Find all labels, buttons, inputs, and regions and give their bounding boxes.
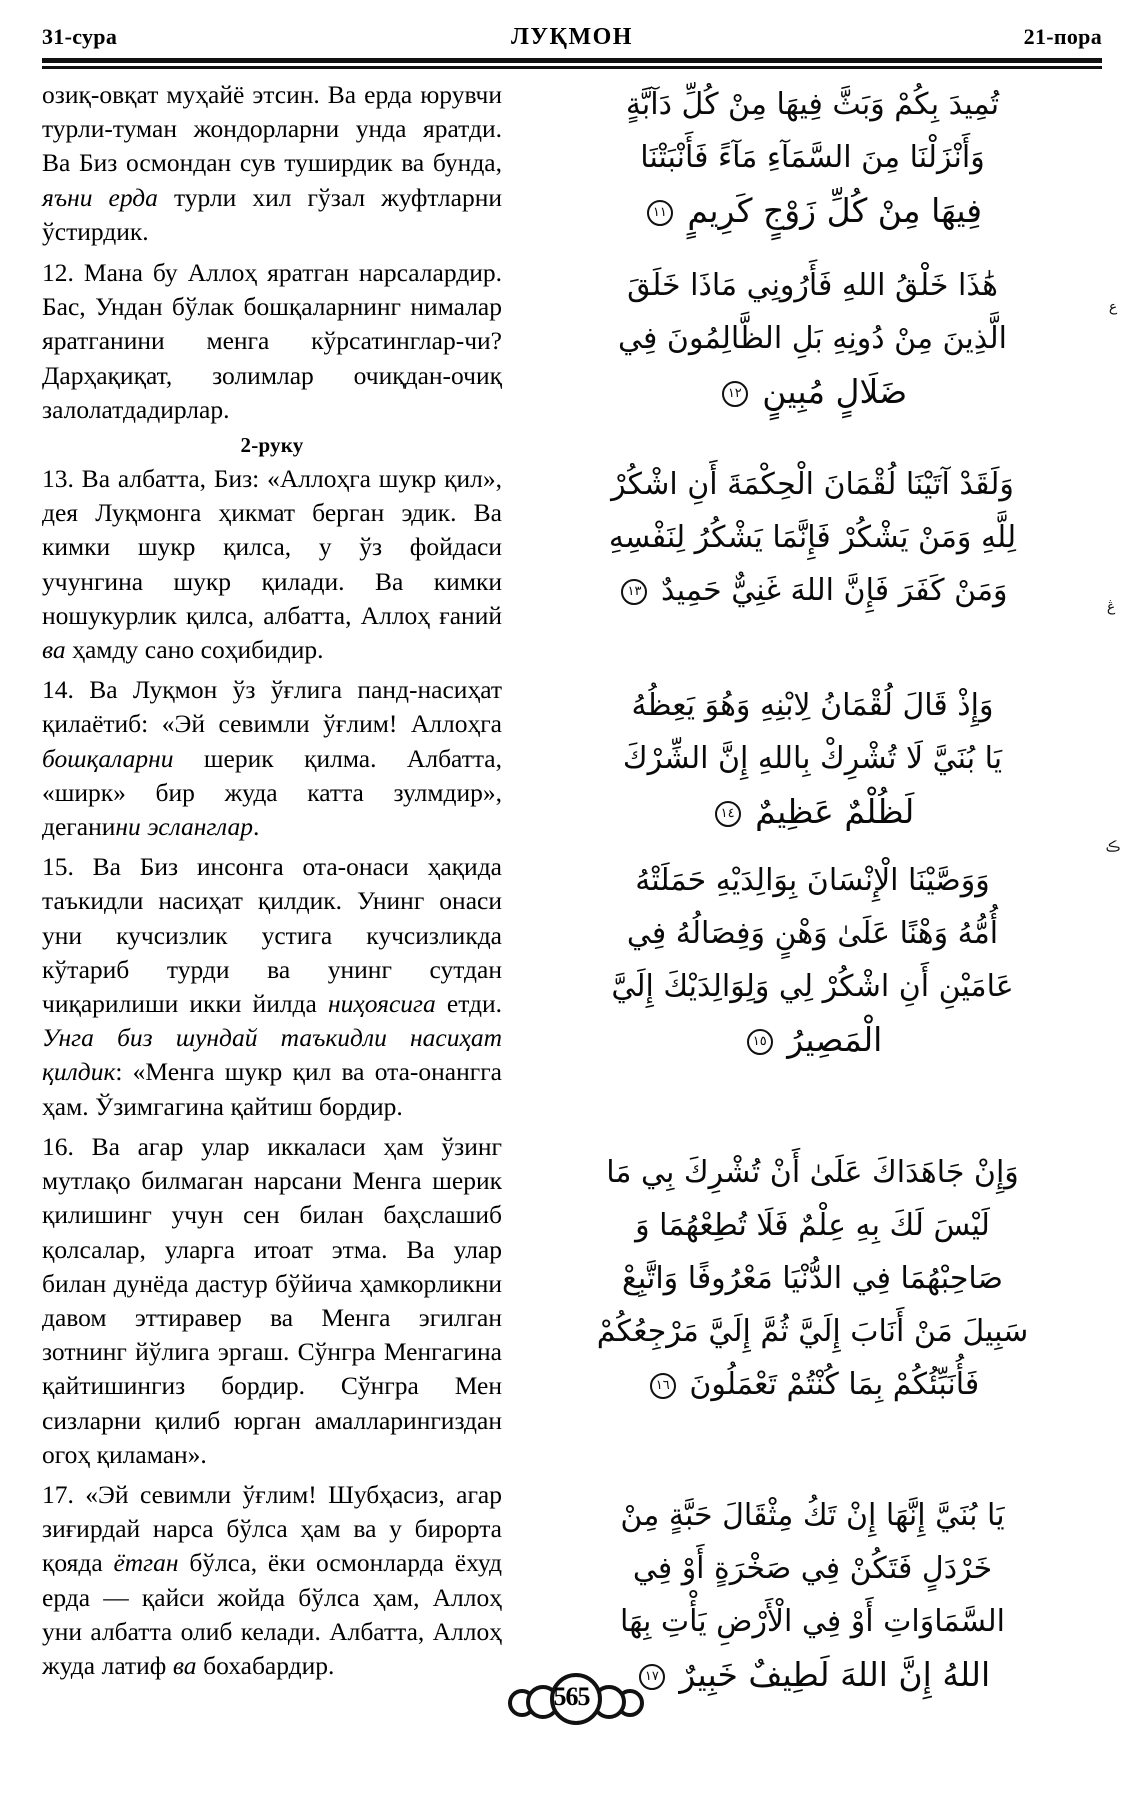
ayah-line: لَيْسَ لَكَ بِهِ عِلْمٌ فَلَا تُطِعْهُمَا وَ xyxy=(635,1208,990,1243)
ayah-number-marker: ١٥ xyxy=(747,1029,773,1055)
body-text: бўлса, ёки осмонларда ёхуд ерда — қайси жойда бўлса ҳам, Аллоҳ уни албатта олиб келади. Албатта, Аллоҳ жуда латиф xyxy=(42,1548,502,1680)
page-header xyxy=(42,24,1102,58)
body-text: ҳамду сано соҳибидир. xyxy=(65,635,324,665)
body-text: 16. Ва агар улар иккаласи ҳам ўзинг мутлақо билмаган нарсани Менга шерик қилишинг учун сен билан баҳслашиб қолсалар, уларга итоат этма. Ва улар билан дунёда дастур бўйича ҳамкорликни давом эттиравер ва Менга эгилган зотнинг йўлига эргаш. Сўнгра Менгагина қайтишингиз бордир. Сўнгра Мен сизларни қилиб юрган амалларингиздан огоҳ қиламан». xyxy=(42,1131,502,1469)
ayah-line: عَامَيْنِ أَنِ اشْكُرْ لِي وَلِوَالِدَيْكَ إِلَيَّ xyxy=(611,969,1014,1004)
ayah-line: اللهُ إِنَّ اللهَ لَطِيفٌ خَبِيرٌ ١٧ xyxy=(520,1648,1105,1701)
ruku-heading: 2-руку xyxy=(240,433,304,458)
verse-16 xyxy=(42,1130,502,1472)
body-text: озиқ-овқат муҳайё этсин. Ва ерда юрувчи турли-туман жондорларни унда яратди. Ва Биз осмондан сув туширдик ва бунда, xyxy=(42,80,502,178)
ayah-line: الَّذِينَ مِنْ دُونِهِ بَلِ الظَّالِمُونَ فِي xyxy=(618,321,1007,356)
margin-note-2: ڠ xyxy=(1106,599,1116,615)
header-sura-label: 31-сура xyxy=(42,24,118,49)
emphasis-text: ва xyxy=(42,635,66,665)
verse-13 xyxy=(42,462,502,667)
header-sura-name: ЛУҚМОН xyxy=(511,24,633,50)
ayah-line: السَّمَاوَاتِ أَوْ فِي الْأَرْضِ يَأْتِ بِهَا xyxy=(620,1604,1005,1639)
ayah-line: لِلَّهِ وَمَنْ يَشْكُرْ فَإِنَّمَا يَشْكُرُ لِنَفْسِهِ xyxy=(608,520,1017,555)
page-number: 565 xyxy=(553,1682,590,1711)
ayah-number-marker: ١١ xyxy=(647,200,673,226)
body-text: шерик қилма. Албатта, «ширк» бир жуда катта зулмдир», дегани xyxy=(42,743,502,842)
ayah-15 xyxy=(520,854,1105,1066)
emphasis-text: Унга биз шундай таъкидли насиҳат қилдик xyxy=(42,1023,502,1087)
ayah-number-marker: ١٦ xyxy=(650,1373,676,1399)
ayah-line: لَظُلْمٌ عَظِيمٌ ١٤ xyxy=(520,785,1105,838)
header-rule xyxy=(42,58,1102,69)
emphasis-text: ниҳоясига xyxy=(327,989,436,1019)
ayah-number-marker: ١٢ xyxy=(722,381,748,407)
ayah-line: صَاحِبْهُمَا فِي الدُّنْيَا مَعْرُوفًا وَاتَّبِعْ xyxy=(621,1261,1004,1296)
ayah-line: فِيهَا مِنْ كُلِّ زَوْجٍ كَرِيمٍ ١١ xyxy=(520,184,1105,237)
ayah-line: وَلَقَدْ آتَيْنَا لُقْمَانَ الْحِكْمَةَ أَنِ اشْكُرْ xyxy=(611,467,1014,502)
emphasis-text: яъни ерда xyxy=(42,182,158,212)
ayah-line: تُمِيدَ بِكُمْ وَبَثَّ فِيهَا مِنْ كُلِّ دَآبَّةٍ xyxy=(625,87,1000,122)
ayah-11 xyxy=(520,78,1105,237)
folio xyxy=(0,1672,1143,1726)
body-text: бохабардир. xyxy=(196,1650,335,1680)
body-text: : «Менга шукр қил ва ота-онангга ҳам. Ўзимгагина қайтиш бордир. xyxy=(42,1057,502,1121)
ayah-line: يَا بُنَيَّ لَا تُشْرِكْ بِاللهِ إِنَّ الشِّرْكَ xyxy=(622,741,1003,776)
ayah-number-marker: ١٣ xyxy=(621,579,647,605)
verse-15 xyxy=(42,850,502,1124)
verse-14 xyxy=(42,673,502,844)
emphasis-text: ётган xyxy=(113,1548,179,1578)
translation-column xyxy=(42,78,502,1689)
ayah-17 xyxy=(520,1489,1105,1701)
body-text: 12. Мана бу Аллоҳ яратган нарсалардир. Бас, Ундан бўлак бошқаларнинг нималар яратганини менга кўрсатинглар-чи? Дарҳақиқат, золимлар очиқдан-очиқ залолатдадирлар. xyxy=(42,258,502,424)
body-text: етди. xyxy=(435,989,502,1019)
ayah-line: الْمَصِيرُ ١٥ xyxy=(520,1013,1105,1066)
ayah-number-marker: ١٧ xyxy=(639,1664,665,1690)
ayah-line: هَٰذَا خَلْقُ اللهِ فَأَرُونِي مَاذَا خَلَقَ xyxy=(627,268,998,303)
ayah-12 xyxy=(520,259,1105,418)
emphasis-text: ва xyxy=(172,1650,197,1680)
ayah-line: فَأُنَبِّئُكُمْ بِمَا كُنْتُمْ تَعْمَلُونَ ١٦ xyxy=(520,1358,1105,1411)
body-text: турли хил гўзал жуфтларни ўстирдик. xyxy=(42,182,502,246)
body-text: 15. Ва Биз инсонга ота-онаси ҳақида таъкидли насиҳат қилдик. Унинг онаси уни кучсизлик устига кучсизликда кўтариб турди ва унинг сутдан чиқарилиши икки йилда xyxy=(42,852,502,1019)
folio-ornament xyxy=(506,1672,638,1726)
emphasis-text: ни эсланглар xyxy=(115,812,253,842)
ayah-line: وَإِنْ جَاهَدَاكَ عَلَىٰ أَنْ تُشْرِكَ بِي مَا xyxy=(606,1155,1019,1190)
emphasis-text: бошқаларни xyxy=(42,743,174,773)
verse-17 xyxy=(42,1478,502,1683)
arabic-column xyxy=(520,78,1105,1705)
body-text: . xyxy=(252,812,260,842)
header-juz-label: 21-пора xyxy=(1023,24,1102,49)
ayah-13 xyxy=(520,458,1105,617)
ayah-number-marker: ١٤ xyxy=(715,801,741,827)
body-text: 17. «Эй севимли ўғлим! Шубҳасиз, агар зиғирдай нарса бўлса ҳам ва у бирорта қояда xyxy=(42,1479,502,1578)
verse-12 xyxy=(42,256,502,427)
ayah-line: سَبِيلَ مَنْ أَنَابَ إِلَيَّ ثُمَّ إِلَيَّ مَرْجِعُكُمْ xyxy=(596,1314,1029,1349)
ayah-line: وَإِذْ قَالَ لُقْمَانُ لِابْنِهِ وَهُوَ يَعِظُهُ xyxy=(631,688,994,723)
header-rule-thin xyxy=(42,66,1102,69)
ayah-line: أُمُّهُ وَهْنًا عَلَىٰ وَهْنٍ وَفِصَالُهُ فِي xyxy=(626,916,999,951)
verse-11-tail xyxy=(42,78,502,249)
ayah-14 xyxy=(520,679,1105,838)
margin-note-1: ع xyxy=(1108,299,1118,315)
ayah-16 xyxy=(520,1146,1105,1411)
ayah-line: خَرْدَلٍ فَتَكُنْ فِي صَخْرَةٍ أَوْ فِي xyxy=(632,1551,993,1586)
body-text: 13. Ва албатта, Биз: «Аллоҳга шукр қил», дея Луқмонга ҳикмат берган эдик. Ва кимки шукр қилса, у ўз фойдаси учунгина шукр қилади. Ва кимки ношукурлик қилса, албатта, Аллоҳ ғаний xyxy=(42,464,502,630)
body-text: 14. Ва Луқмон ўз ўғлига панд-насиҳат қилаётиб: «Эй севимли ўғлим! Аллоҳга xyxy=(42,675,502,739)
ayah-line: يَا بُنَيَّ إِنَّهَا إِنْ تَكُ مِثْقَالَ حَبَّةٍ مِنْ xyxy=(620,1498,1005,1533)
margin-note-3: ڪ xyxy=(1105,839,1121,855)
ayah-line: وَوَصَّيْنَا الْإِنْسَانَ بِوَالِدَيْهِ حَمَلَتْهُ xyxy=(635,863,990,898)
ayah-line: ضَلَالٍ مُبِينٍ ١٢ xyxy=(520,365,1105,418)
ayah-line: وَأَنْزَلْنَا مِنَ السَّمَآءِ مَآءً فَأَنْبَتْنَا xyxy=(640,140,985,175)
ayah-line: وَمَنْ كَفَرَ فَإِنَّ اللهَ غَنِيٌّ حَمِيدٌ ١٣ xyxy=(520,564,1105,617)
